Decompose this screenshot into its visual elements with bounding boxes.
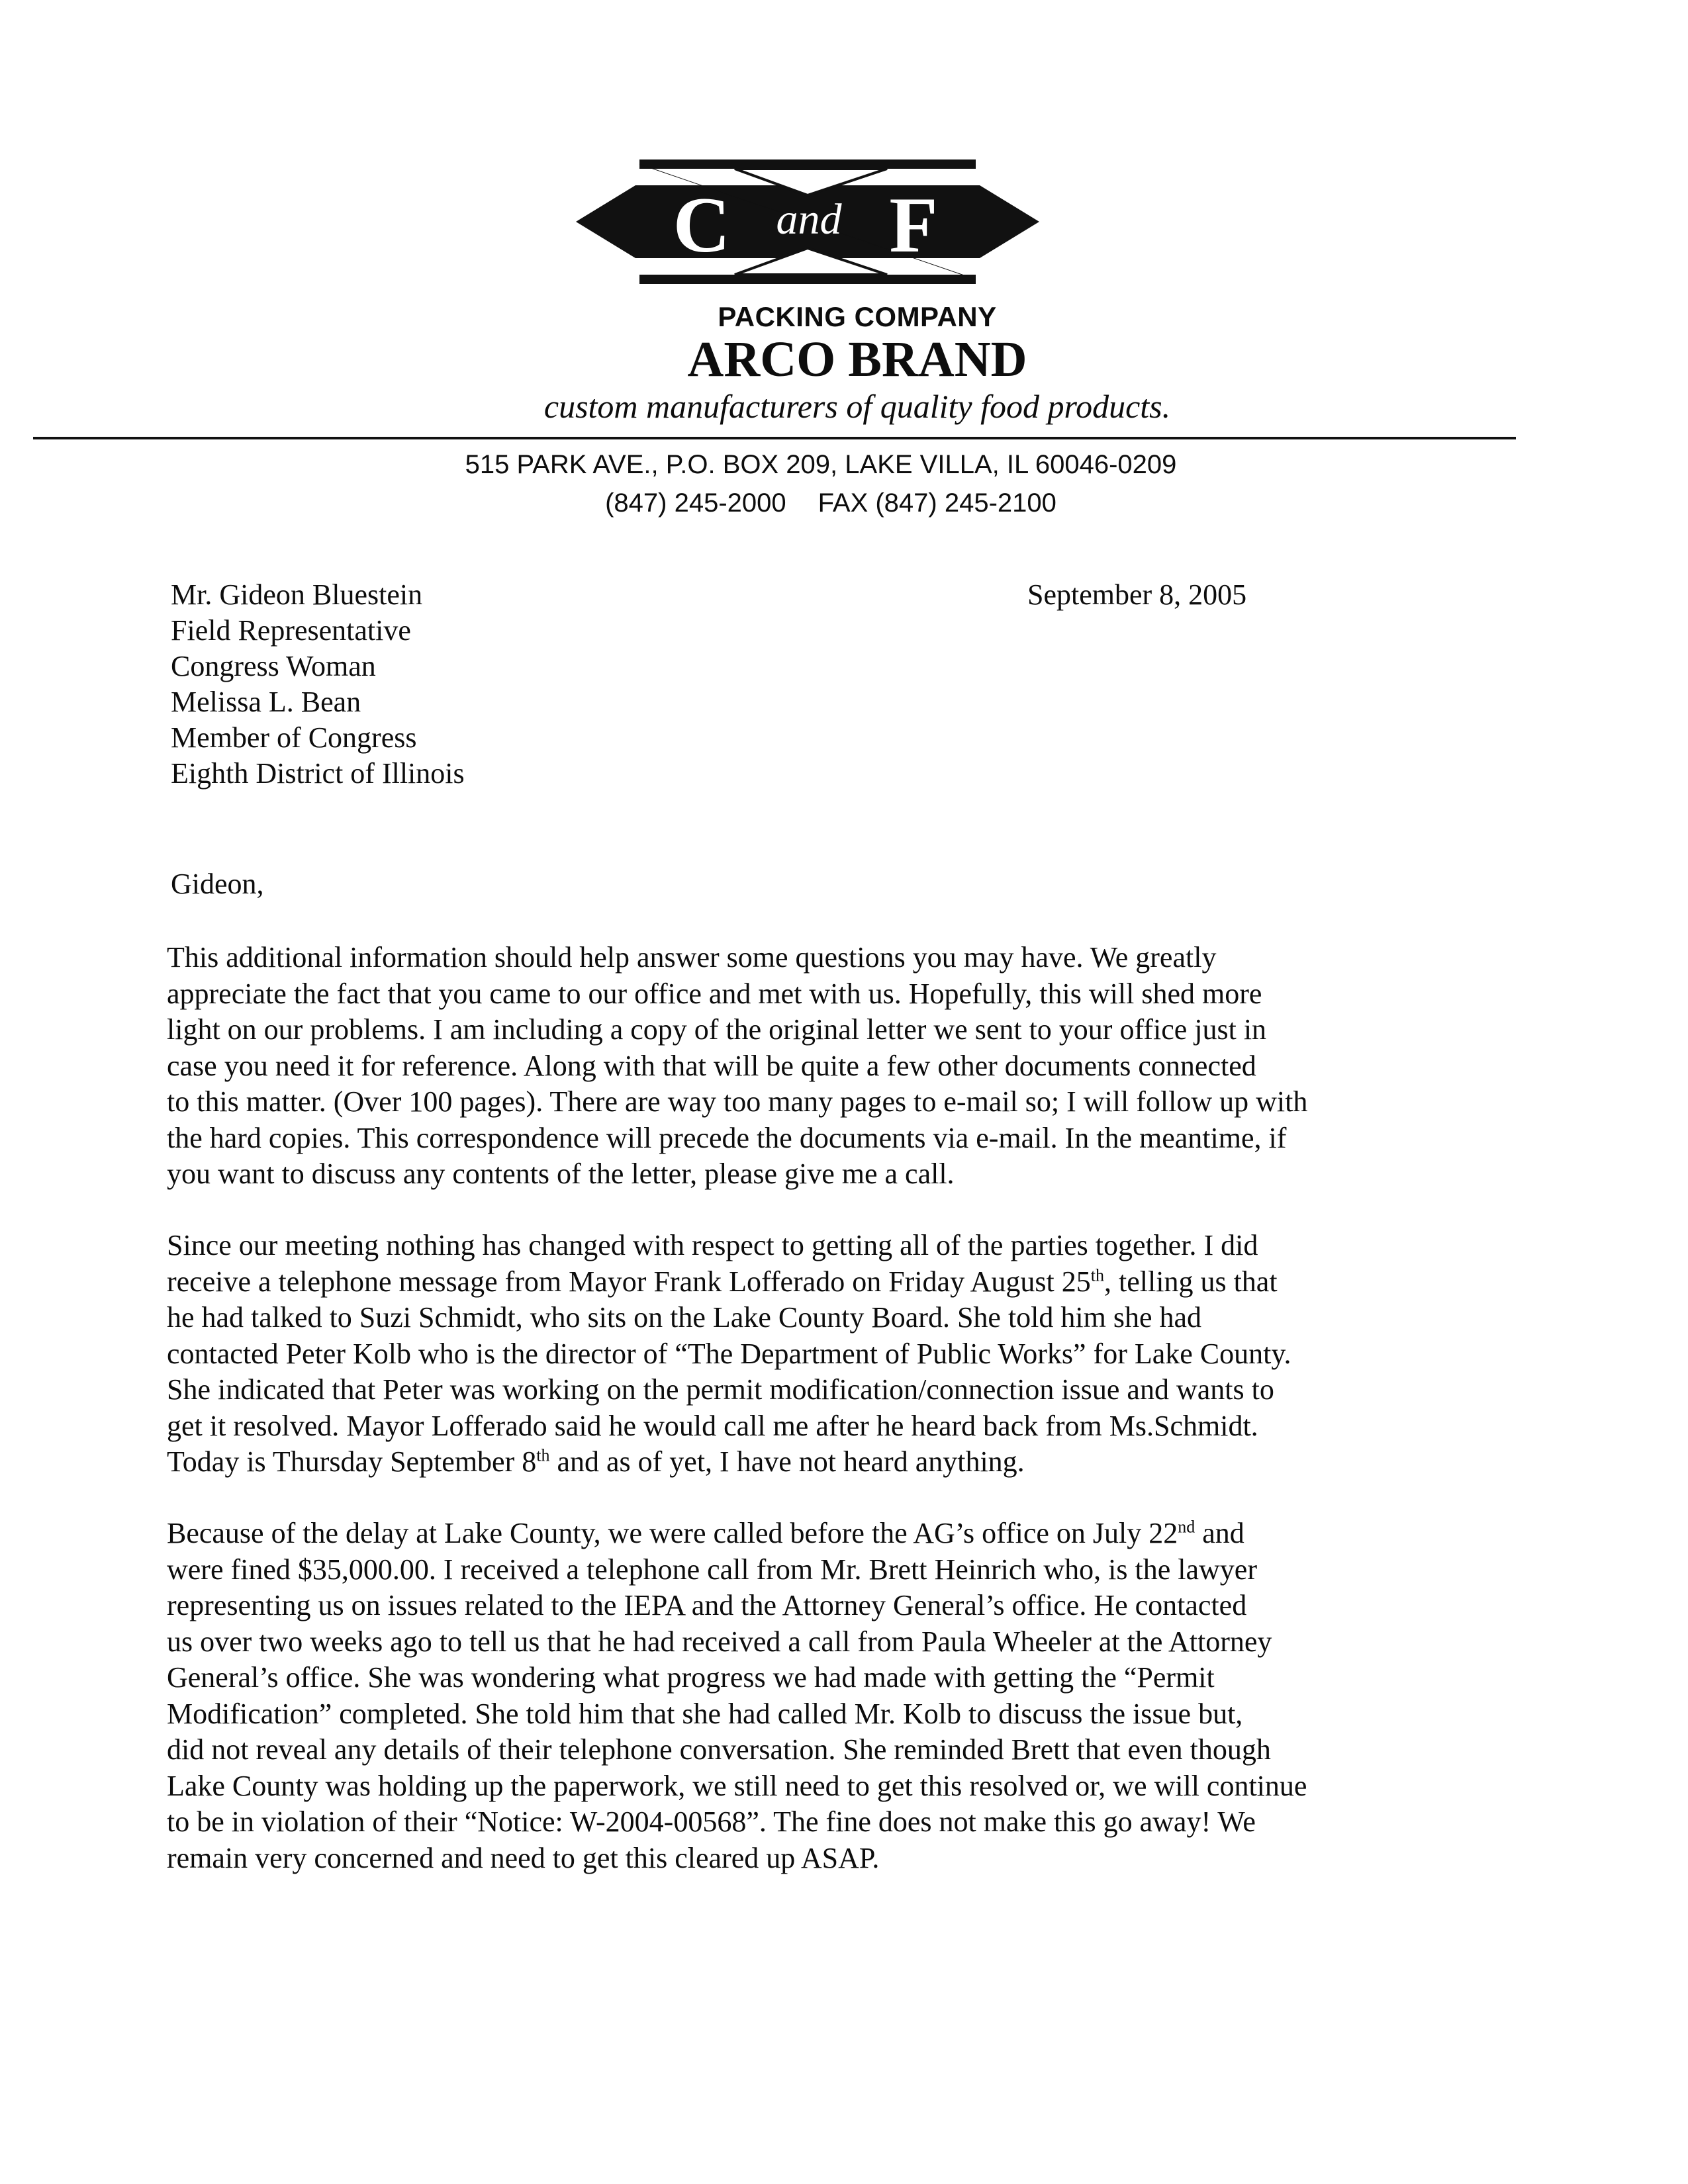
text-line: Modification” completed. She told him that she had called Mr. Kolb to discuss the issue but,: [167, 1697, 1243, 1730]
text-line: to this matter. (Over 100 pages). There are way too many pages to e-mail so; I will follow up with: [167, 1085, 1308, 1118]
text-fragment: and as of yet, I have not heard anything.: [549, 1445, 1025, 1478]
text-line: us over two weeks ago to tell us that he had received a call from Paula Wheeler at the Attorney: [167, 1625, 1272, 1658]
body-paragraph-1: [167, 940, 1491, 1193]
text-line: representing us on issues related to the IEPA and the Attorney General’s office. He contacted: [167, 1589, 1247, 1621]
text-line: Lake County was holding up the paperwork, we still need to get this resolved or, we will continue: [167, 1769, 1307, 1802]
tagline: custom manufacturers of quality food products.: [543, 388, 1171, 425]
recipient-line: Congress Woman: [171, 650, 376, 682]
ordinal-suffix: th: [536, 1445, 550, 1465]
text-fragment: Because of the delay at Lake County, we were called before the AG’s office on July 22: [167, 1517, 1178, 1549]
fax-number: FAX (847) 245-2100: [818, 488, 1056, 518]
text-line: did not reveal any details of their telephone conversation. She reminded Brett that even though: [167, 1733, 1271, 1766]
text-line: remain very concerned and need to get this cleared up ASAP.: [167, 1841, 880, 1874]
text-line: light on our problems. I am including a copy of the original letter we sent to your office just in: [167, 1013, 1267, 1046]
text-line: She indicated that Peter was working on the permit modification/connection issue and wants to: [167, 1373, 1274, 1406]
text-line: This additional information should help answer some questions you may have. We greatly: [167, 941, 1217, 974]
text-line: General’s office. She was wondering what progress we had made with getting the “Permit: [167, 1661, 1215, 1694]
text-line: were fined $35,000.00. I received a telephone call from Mr. Brett Heinrich who, is the lawyer: [167, 1553, 1257, 1586]
text-line: appreciate the fact that you came to our office and met with us. Hopefully, this will shed more: [167, 977, 1262, 1010]
text-line: [167, 1264, 1491, 1300]
ordinal-suffix: th: [1090, 1265, 1105, 1285]
text-fragment: , telling us that: [1104, 1265, 1278, 1298]
text-line: case you need it for reference. Along with that will be quite a few other documents connected: [167, 1049, 1256, 1082]
company-address: 515 PARK AVE., P.O. BOX 209, LAKE VILLA, IL 60046-0209: [465, 450, 1177, 479]
salutation: Gideon,: [171, 868, 264, 900]
text-line: to be in violation of their “Notice: W-2004-00568”. The fine does not make this go away! We: [167, 1805, 1256, 1838]
text-line: get it resolved. Mayor Lofferado said he would call me after he heard back from Ms.Schmidt.: [167, 1409, 1258, 1442]
text-fragment: Today is Thursday September 8: [167, 1445, 537, 1478]
text-line: he had talked to Suzi Schmidt, who sits on the Lake County Board. She told him she had: [167, 1301, 1202, 1334]
body-paragraph-2: [167, 1228, 1491, 1480]
recipient-line: Mr. Gideon Bluestein: [171, 578, 423, 611]
recipient-block: [171, 577, 465, 792]
text-line: [167, 1444, 1491, 1480]
text-fragment: and: [1195, 1517, 1244, 1549]
text-line: [167, 1516, 1491, 1552]
recipient-line: Eighth District of Illinois: [171, 757, 465, 790]
text-fragment: receive a telephone message from Mayor Frank Lofferado on Friday August 25: [167, 1265, 1091, 1298]
letterhead-divider: [33, 437, 1516, 439]
text-line: the hard copies. This correspondence will precede the documents via e-mail. In the meantime, if: [167, 1121, 1287, 1154]
text-line: Since our meeting nothing has changed with respect to getting all of the parties together. I did: [167, 1229, 1258, 1261]
contact-numbers: [0, 488, 1688, 518]
text-line: you want to discuss any contents of the letter, please give me a call.: [167, 1158, 955, 1190]
brand-name: ARCO BRAND: [687, 332, 1027, 387]
company-name: PACKING COMPANY: [718, 301, 997, 332]
recipient-line: Field Representative: [171, 614, 411, 647]
text-line: contacted Peter Kolb who is the director of “The Department of Public Works” for Lake County.: [167, 1337, 1291, 1370]
phone-number: (847) 245-2000: [605, 488, 786, 518]
letter-date: September 8, 2005: [1027, 578, 1247, 611]
body-paragraph-3: [167, 1516, 1491, 1876]
recipient-line: Melissa L. Bean: [171, 686, 361, 718]
ordinal-suffix: nd: [1178, 1517, 1196, 1537]
company-logo: [576, 156, 1039, 301]
logo-letter-c: C: [673, 181, 731, 269]
logo-and: and: [776, 195, 842, 244]
logo-letter-f: F: [889, 181, 938, 269]
recipient-line: Member of Congress: [171, 721, 417, 754]
